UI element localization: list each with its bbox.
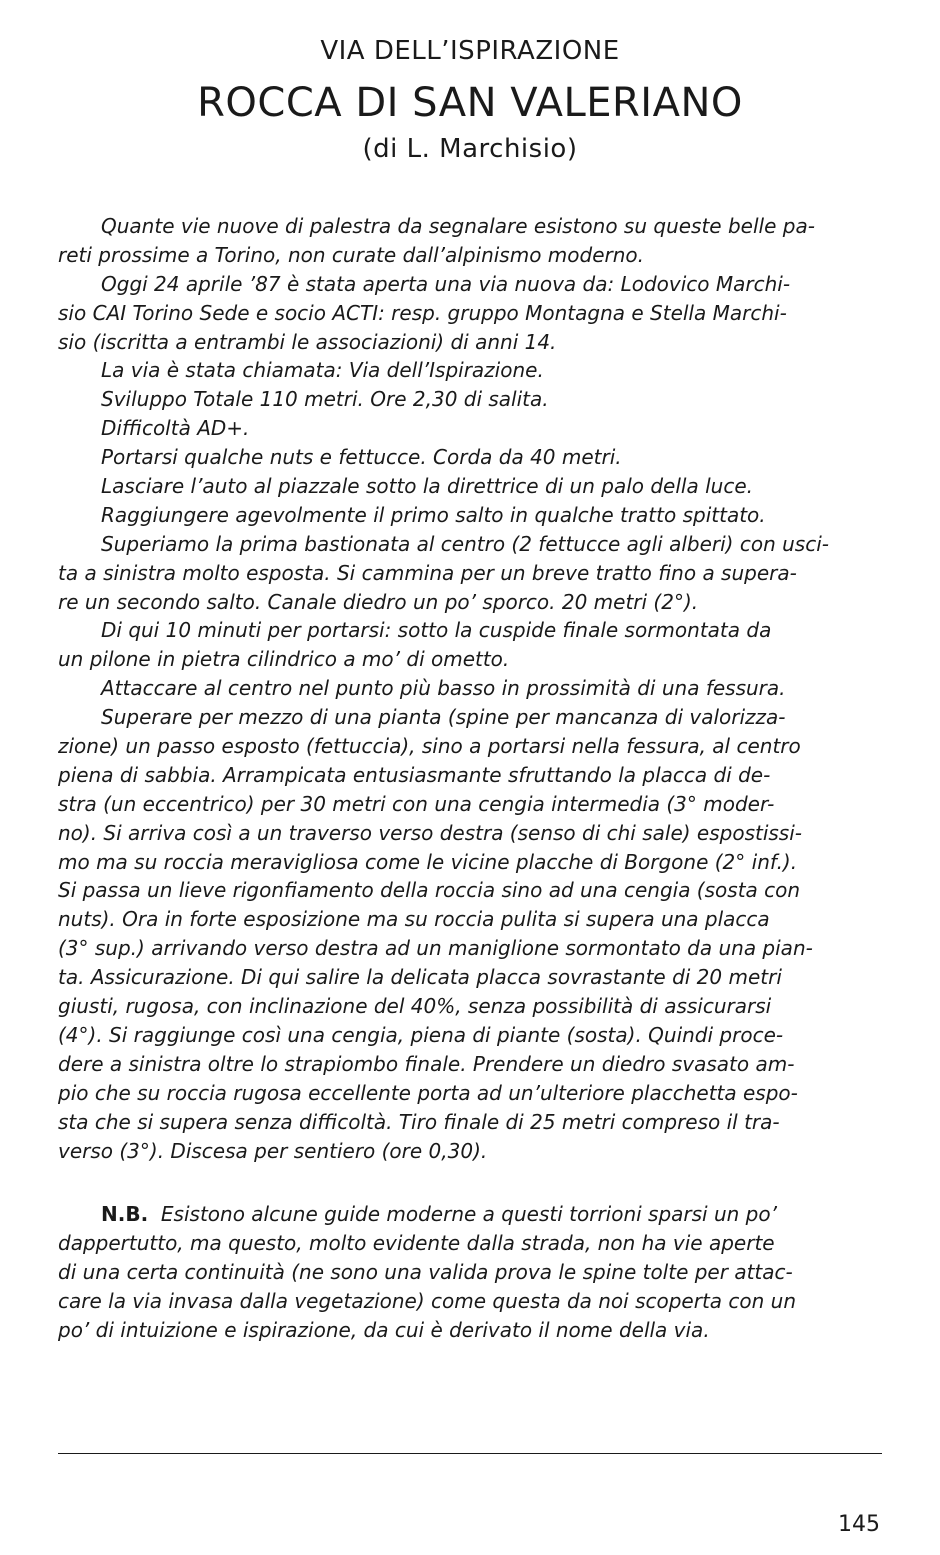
text-line: verso (3°). Discesa per sentiero (ore 0,30). [58,1138,488,1163]
text-line: sio (iscritta a entrambi le associazioni) di anni 14. [58,329,557,354]
text-line: dere a sinistra oltre lo strapiombo finale. Prendere un diedro svasato am- [58,1051,795,1076]
note-text: Esistono alcune guide moderne a questi torrioni sparsi un po’ [160,1202,777,1226]
route-description [58,212,888,1165]
text-line: Quante vie nuove di palestra da segnalare esistono su queste belle pa- [101,214,815,238]
text-line: no). Si arriva così a un traverso verso destra (senso di chi sale) espostissi- [58,820,803,845]
page-number: 145 [838,1512,880,1537]
text-line: nuts). Ora in forte esposizione ma su roccia pulita si supera una placca [58,907,770,932]
text-line: pio che su roccia rugosa eccellente porta ad un’ulteriore placchetta espo- [58,1080,798,1105]
text-line: Si passa un lieve rigonfiamento della roccia sino ad una cengia (sosta con [58,878,801,903]
text-line: (3° sup.) arrivando verso destra ad un maniglione sormontato da una pian- [58,936,813,961]
text-line: Superare per mezzo di una pianta (spine per mancanza di valorizza- [101,705,786,730]
text-line: reti prossime a Torino, non curate dall’alpinismo moderno. [58,242,645,267]
note-first-line [58,1200,888,1229]
note-continuation [58,1229,888,1345]
text-line: Lasciare l’auto al piazzale sotto la direttrice di un palo della luce. [101,474,753,499]
text-line: Superiamo la prima bastionata al centro (2 fettucce agli alberi) con usci- [101,531,829,556]
text-line: zione) un passo esposto (fettuccia), sino a portarsi nella fessura, al centro [58,734,801,759]
text-line: Di qui 10 minuti per portarsi: sotto la cuspide finale sormontata da [101,618,772,643]
text-line: giusti, rugosa, con inclinazione del 40%, senza possibilità di assicurarsi [58,994,772,1019]
text-line: stra (un eccentrico) per 30 metri con una cengia intermedia (3° moder- [58,791,775,816]
text-line: piena di sabbia. Arrampicata entusiasmante sfruttando la placca di de- [58,762,771,787]
text-line: sio CAI Torino Sede e socio ACTI: resp. gruppo Montagna e Stella Marchi- [58,300,787,325]
text-line: re un secondo salto. Canale diedro un po’ sporco. 20 metri (2°). [58,589,699,614]
text-line: Sviluppo Totale 110 metri. Ore 2,30 di salita. [101,387,549,412]
text-line: Difficoltà AD+. [101,416,250,441]
note-line: care la via invasa dalla vegetazione) come questa da noi scoperta con un [58,1288,797,1313]
text-line: La via è stata chiamata: Via dell’Ispirazione. [101,358,544,383]
page-title: ROCCA DI SAN VALERIANO [197,80,743,126]
text-line: Portarsi qualche nuts e fettucce. Corda da 40 metri. [101,445,622,470]
text-line: ta. Assicurazione. Di qui salire la delicata placca sovrastante di 20 metri [58,965,782,990]
text-line: sta che si supera senza difficoltà. Tiro finale di 25 metri compreso il tra- [58,1109,780,1134]
route-name-heading: VIA DELL’ISPIRAZIONE [320,36,620,66]
author-line: (di L. Marchisio) [362,134,578,164]
note-label: N.B. [101,1202,149,1226]
text-line: Raggiungere agevolmente il primo salto in qualche tratto spittato. [101,502,766,527]
footer-rule [58,1453,882,1454]
text-line: Oggi 24 aprile ’87 è stata aperta una via nuova da: Lodovico Marchi- [101,271,791,296]
text-line: Attaccare al centro nel punto più basso in prossimità di una fessura. [101,676,786,701]
note-line: di una certa continuità (ne sono una valida prova le spine tolte per attac- [58,1259,793,1284]
note-block [58,1200,888,1344]
text-line: (4°). Si raggiunge così una cengia, piena di piante (sosta). Quindi proce- [58,1022,784,1047]
text-line: un pilone in pietra cilindrico a mo’ di ometto. [58,647,510,672]
note-line: po’ di intuizione e ispirazione, da cui è derivato il nome della via. [58,1317,710,1342]
note-line: dappertutto, ma questo, molto evidente dalla strada, non ha vie aperte [58,1230,775,1255]
text-line: mo ma su roccia meravigliosa come le vicine placche di Borgone (2° inf.). [58,849,798,874]
text-line: ta a sinistra molto esposta. Si cammina per un breve tratto fino a supera- [58,560,797,585]
